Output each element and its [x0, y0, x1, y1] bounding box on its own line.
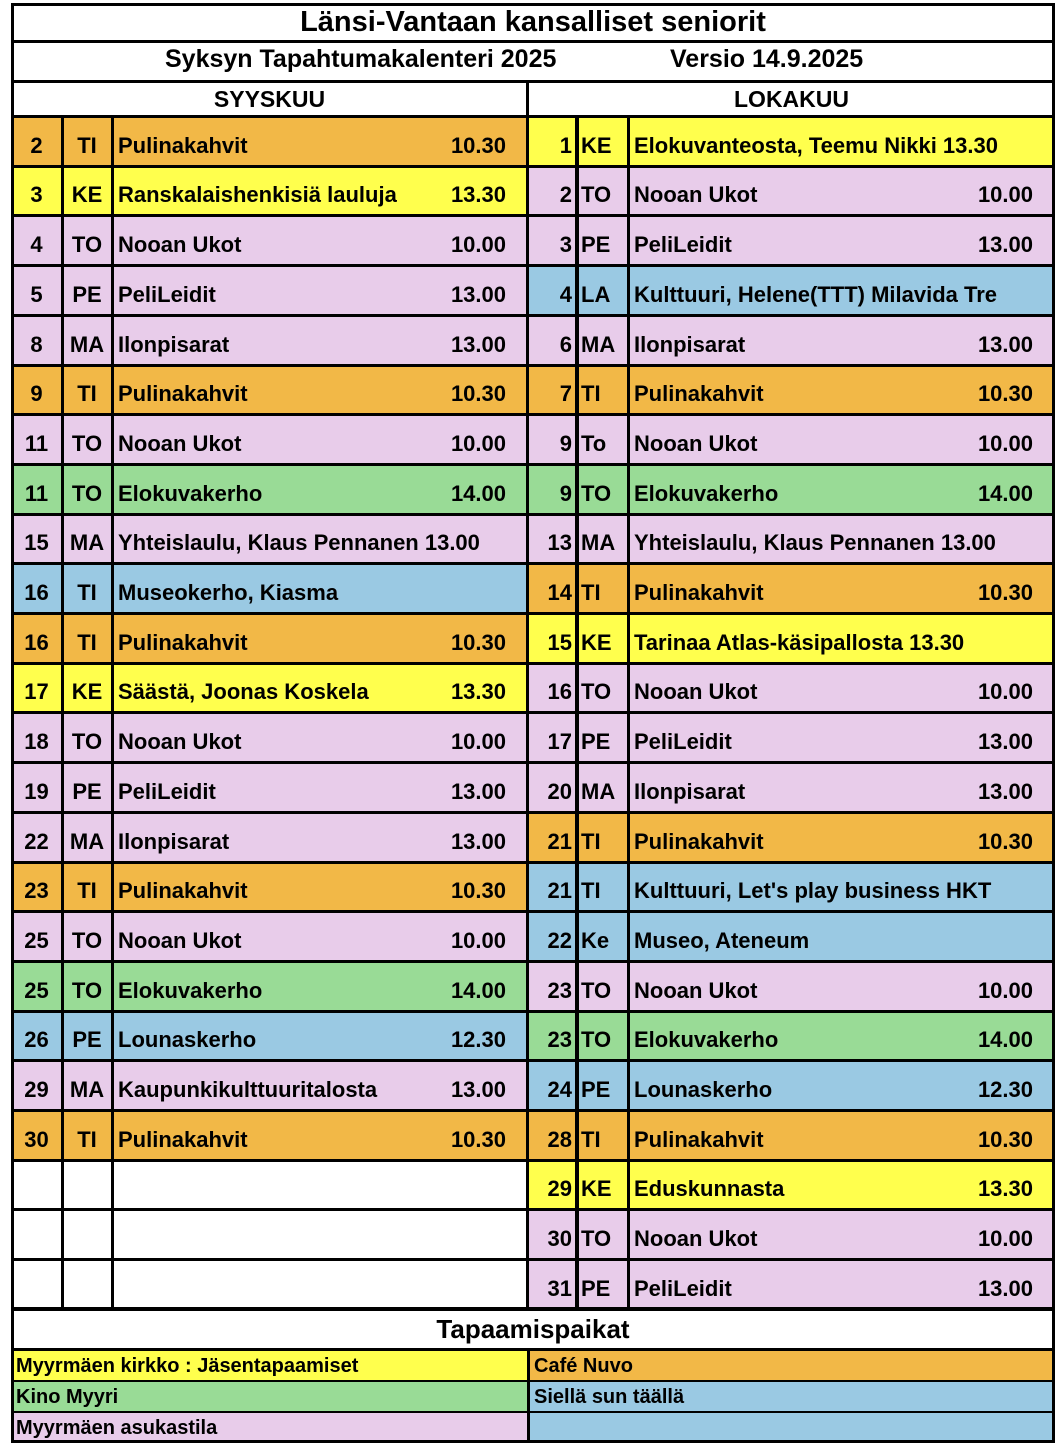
event-weekday: TO [581, 182, 612, 208]
event-time: 13.00 [450, 828, 506, 854]
event-day: 23 [547, 977, 572, 1003]
event-weekday: TO [581, 977, 612, 1003]
event-day: 3 [30, 182, 43, 208]
event-name: Nooan Ukot [634, 182, 758, 208]
event-time: 14.00 [450, 977, 506, 1003]
event-weekday: LA [581, 281, 611, 307]
event-time: 10.30 [450, 629, 506, 655]
event-name: Pulinakahvit [634, 580, 764, 605]
event-time: 14.00 [450, 480, 506, 506]
event-name: PeliLeidit [118, 778, 216, 804]
event-time: 10.30 [977, 381, 1033, 407]
event-name: Pulinakahvit [118, 629, 248, 655]
event-weekday: TO [71, 430, 103, 456]
event-day: 1 [559, 132, 572, 158]
event-name: Tarinaa Atlas-käsipallosta 13.30 [634, 629, 965, 655]
event-time: 10.00 [450, 232, 506, 258]
event-day: 9 [30, 381, 43, 407]
event-time: 10.00 [977, 430, 1033, 456]
event-day: 25 [24, 927, 49, 953]
event-time: 13.00 [977, 331, 1033, 357]
event-name: Museokerho, Kiasma [118, 580, 339, 605]
event-name: Lounaskerho [634, 1077, 773, 1102]
event-day: 3 [559, 232, 572, 258]
event-day: 4 [559, 281, 572, 307]
legend-title: Tapaamispaikat [436, 1314, 630, 1344]
event-day: 13 [547, 530, 572, 556]
event-weekday: KE [71, 182, 103, 208]
event-day: 4 [30, 232, 43, 258]
event-weekday: TI [77, 132, 97, 158]
event-weekday: TI [581, 381, 601, 407]
event-time: 13.00 [450, 778, 506, 804]
event-weekday: TO [71, 480, 103, 506]
event-weekday: To [581, 430, 607, 456]
event-weekday: PE [581, 232, 611, 258]
event-weekday: TO [581, 480, 612, 506]
event-time: 14.00 [977, 480, 1033, 506]
event-weekday: TI [77, 878, 97, 904]
event-weekday: TO [581, 1226, 612, 1252]
event-name: Elokuvakerho [118, 977, 263, 1003]
event-weekday: TI [581, 828, 601, 854]
legend-label: Myyrmäen asukastila [16, 1417, 218, 1439]
event-day: 30 [547, 1226, 572, 1252]
event-weekday: MA [69, 828, 105, 854]
event-time: 10.30 [977, 1126, 1033, 1152]
event-weekday: TO [71, 729, 103, 755]
event-name: Elokuvanteosta, Teemu Nikki 13.30 [634, 132, 998, 158]
event-name: Nooan Ukot [118, 430, 242, 456]
event-day: 15 [547, 629, 572, 655]
event-day: 2 [559, 182, 572, 208]
event-name: Nooan Ukot [118, 232, 242, 258]
event-weekday: TI [77, 580, 97, 605]
event-day: 22 [547, 927, 572, 953]
event-time: 10.30 [977, 580, 1033, 605]
event-weekday: MA [69, 530, 105, 556]
event-day: 9 [559, 480, 572, 506]
event-weekday: TO [581, 679, 612, 705]
event-time: 12.30 [450, 1027, 506, 1053]
event-time: 13.00 [977, 1275, 1033, 1301]
event-weekday: KE [71, 679, 103, 705]
event-day: 15 [24, 530, 49, 556]
event-day: 25 [24, 977, 49, 1003]
event-weekday: PE [581, 729, 611, 755]
event-name: Ranskalaishenkisiä lauluja [118, 182, 397, 208]
event-name: Elokuvakerho [634, 1027, 779, 1053]
event-day: 18 [24, 729, 49, 755]
event-weekday: MA [581, 530, 616, 556]
event-day: 21 [547, 828, 572, 854]
event-name: Ilonpisarat [634, 331, 746, 357]
event-name: Ilonpisarat [118, 828, 230, 854]
event-weekday: MA [69, 1077, 105, 1102]
event-weekday: MA [581, 331, 616, 357]
event-weekday: PE [72, 281, 102, 307]
event-name: Pulinakahvit [634, 1126, 764, 1152]
event-name: Museo, Ateneum [634, 927, 810, 953]
event-name: Kulttuuri, Helene(TTT) Milavida Tre [634, 281, 998, 307]
event-time: 10.00 [977, 1226, 1033, 1252]
event-day: 22 [24, 828, 49, 854]
calendar-subtitle: Syksyn Tapahtumakalenteri 2025 [165, 45, 557, 73]
event-time: 13.00 [977, 232, 1033, 258]
event-day: 30 [24, 1126, 49, 1152]
event-time: 13.00 [977, 778, 1033, 804]
event-name: Ilonpisarat [634, 778, 746, 804]
event-day: 11 [24, 480, 49, 506]
event-name: Elokuvakerho [634, 480, 779, 506]
event-time: 10.30 [450, 381, 506, 407]
event-day: 16 [547, 679, 572, 705]
month-header-september: SYYSKUU [213, 86, 326, 112]
event-name: Nooan Ukot [634, 430, 758, 456]
legend-label: Kino Myyri [16, 1386, 119, 1408]
event-day: 17 [24, 679, 49, 705]
event-weekday: TI [581, 878, 601, 904]
event-name: Nooan Ukot [634, 679, 758, 705]
event-weekday: TI [77, 1126, 97, 1152]
event-day: 11 [24, 430, 49, 456]
event-weekday: PE [581, 1077, 611, 1102]
event-day: 29 [547, 1176, 572, 1202]
event-day: 23 [547, 1027, 572, 1053]
version-label: Versio 14.9.2025 [670, 45, 864, 73]
event-time: 10.30 [450, 878, 506, 904]
event-weekday: TI [581, 580, 601, 605]
event-weekday: TO [71, 927, 103, 953]
event-time: 13.00 [977, 729, 1033, 755]
event-weekday: KE [581, 629, 612, 655]
event-name: PeliLeidit [634, 232, 732, 258]
event-name: Pulinakahvit [118, 381, 248, 407]
event-time: 10.00 [977, 182, 1033, 208]
event-name: Pulinakahvit [634, 828, 764, 854]
event-name: Kulttuuri, Let's play business HKT [634, 878, 992, 904]
event-time: 14.00 [977, 1027, 1033, 1053]
event-weekday: Ke [581, 927, 610, 953]
event-day: 16 [24, 629, 49, 655]
event-day: 29 [24, 1077, 49, 1102]
event-day: 8 [30, 331, 43, 357]
event-time: 13.00 [450, 281, 506, 307]
event-time: 13.00 [450, 331, 506, 357]
event-day: 7 [559, 381, 572, 407]
event-weekday: PE [72, 778, 102, 804]
event-name: Pulinakahvit [118, 878, 248, 904]
event-time: 12.30 [977, 1077, 1033, 1102]
event-name: PeliLeidit [634, 729, 732, 755]
event-time: 10.00 [450, 927, 506, 953]
page-title: Länsi-Vantaan kansalliset seniorit [300, 6, 766, 38]
event-name: Nooan Ukot [634, 977, 758, 1003]
event-weekday: MA [581, 778, 616, 804]
month-header-october: LOKAKUU [734, 86, 849, 112]
event-name: Nooan Ukot [634, 1226, 758, 1252]
event-name: Pulinakahvit [118, 1126, 248, 1152]
event-weekday: KE [581, 1176, 612, 1202]
event-time: 13.30 [977, 1176, 1033, 1202]
event-time: 13.30 [450, 182, 506, 208]
event-weekday: PE [581, 1275, 611, 1301]
event-time: 10.30 [450, 1126, 506, 1152]
event-name: Lounaskerho [118, 1027, 257, 1053]
legend-label: Café Nuvo [534, 1355, 633, 1377]
event-weekday: TI [581, 1126, 601, 1152]
event-name: Kaupunkikulttuuritalosta [118, 1077, 378, 1102]
event-day: 21 [547, 878, 572, 904]
event-name: Nooan Ukot [118, 729, 242, 755]
event-name: Eduskunnasta [634, 1176, 785, 1202]
event-time: 10.00 [450, 430, 506, 456]
event-name: Yhteislaulu, Klaus Pennanen 13.00 [634, 530, 996, 556]
event-day: 14 [547, 580, 572, 605]
event-time: 13.00 [450, 1077, 506, 1102]
event-name: Pulinakahvit [634, 381, 764, 407]
event-day: 16 [24, 580, 49, 605]
event-day: 28 [547, 1126, 572, 1152]
legend-label: Siellä sun täällä [534, 1386, 685, 1408]
event-day: 23 [24, 878, 49, 904]
event-weekday: TO [581, 1027, 612, 1053]
event-name: Elokuvakerho [118, 480, 263, 506]
event-day: 2 [30, 132, 43, 158]
event-weekday: PE [72, 1027, 102, 1053]
event-day: 24 [547, 1077, 572, 1102]
event-name: PeliLeidit [634, 1275, 732, 1301]
event-weekday: TO [71, 232, 103, 258]
legend-label: Myyrmäen kirkko : Jäsentapaamiset [16, 1355, 359, 1377]
event-day: 5 [30, 281, 43, 307]
event-day: 19 [24, 778, 49, 804]
event-weekday: TO [71, 977, 103, 1003]
event-day: 26 [24, 1027, 49, 1053]
event-day: 9 [559, 430, 572, 456]
event-time: 10.30 [977, 828, 1033, 854]
event-time: 13.30 [450, 679, 506, 705]
event-name: Nooan Ukot [118, 927, 242, 953]
event-weekday: TI [77, 629, 97, 655]
event-day: 6 [559, 331, 572, 357]
event-name: Ilonpisarat [118, 331, 230, 357]
event-weekday: KE [581, 132, 612, 158]
calendar-frame [11, 3, 1055, 1443]
event-weekday: TI [77, 381, 97, 407]
event-time: 10.30 [450, 132, 506, 158]
event-name: Yhteislaulu, Klaus Pennanen 13.00 [118, 530, 480, 556]
event-name: Pulinakahvit [118, 132, 248, 158]
event-day: 31 [547, 1275, 572, 1301]
event-day: 20 [547, 778, 572, 804]
event-name: PeliLeidit [118, 281, 216, 307]
event-time: 10.00 [977, 977, 1033, 1003]
event-name: Säästä, Joonas Koskela [118, 679, 369, 705]
event-time: 10.00 [977, 679, 1033, 705]
event-day: 17 [547, 729, 572, 755]
event-time: 10.00 [450, 729, 506, 755]
event-weekday: MA [69, 331, 105, 357]
